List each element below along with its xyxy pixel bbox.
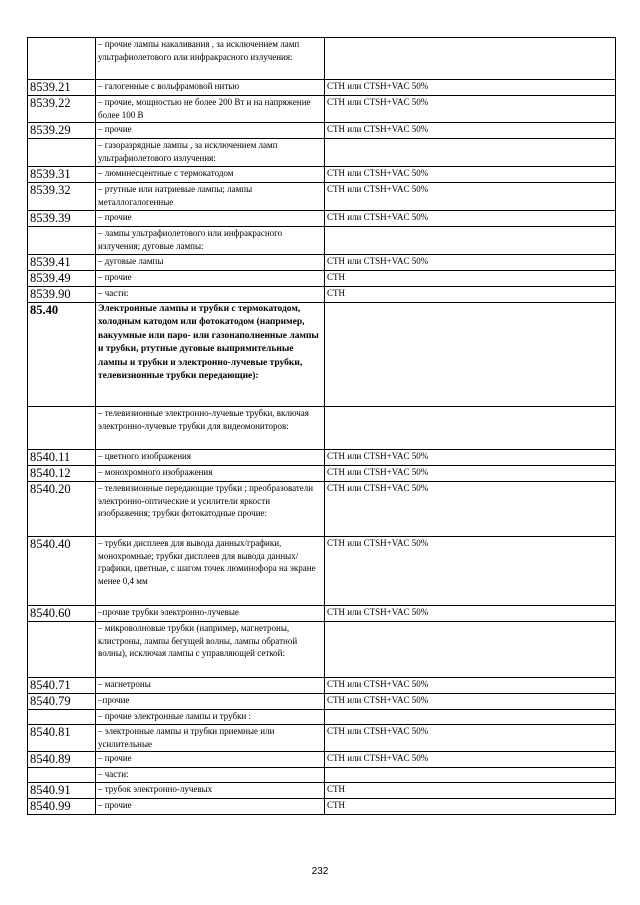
- table-row-subheading: [28, 407, 616, 450]
- hs-code-cell: 8540.71: [28, 678, 96, 694]
- hs-code-cell: 8540.11: [28, 450, 96, 466]
- hs-code-cell: 8539.90: [28, 287, 96, 303]
- table-row-8540-91: [28, 783, 616, 799]
- origin-rule-cell: СТН или CTSH+VAC 50%: [325, 725, 616, 752]
- origin-rule-cell: [325, 622, 616, 678]
- table-row-8539-39: [28, 211, 616, 227]
- description-cell: – галогенные с вольфрамовой нитью: [96, 80, 325, 96]
- origin-rule-cell: СТН или CTSH+VAC 50%: [325, 694, 616, 710]
- hs-code-cell: 8540.81: [28, 725, 96, 752]
- description-cell: – трубки дисплеев для вывода данных/графики, монохромные; трубки дисплеев для вывода данных/ графики, цветные, с шагом точек люминофора на экране менее 0,4 мм: [96, 537, 325, 606]
- hs-code-cell: 8540.12: [28, 466, 96, 482]
- description-cell: – газоразрядные лампы , за исключением ламп ультрафиолетового излучения:: [96, 139, 325, 167]
- table-row-8539-32: [28, 183, 616, 211]
- table-row-8540-99: [28, 799, 616, 815]
- hs-code-cell: 8540.60: [28, 606, 96, 622]
- origin-rule-cell: [325, 303, 616, 407]
- hs-code-cell: [28, 139, 96, 167]
- origin-rule-cell: [325, 768, 616, 783]
- hs-code-cell: 8539.31: [28, 167, 96, 183]
- description-cell: – прочие: [96, 211, 325, 227]
- description-cell: – ртутные или натриевые лампы; лампы металлогалогенные: [96, 183, 325, 211]
- origin-rule-cell: СТН или CTSH+VAC 50%: [325, 678, 616, 694]
- origin-rule-cell: СТН или CTSH+VAC 50%: [325, 123, 616, 139]
- description-cell: – лампы ультрафиолетового или инфракрасного излучения; дуговые лампы:: [96, 227, 325, 255]
- origin-rule-cell: СТН или CTSH+VAC 50%: [325, 537, 616, 606]
- origin-rule-cell: СТН или CTSH+VAC 50%: [325, 211, 616, 227]
- hs-code-cell: 8540.99: [28, 799, 96, 815]
- hs-code-cell: 8539.21: [28, 80, 96, 96]
- table-row-8539-41: [28, 255, 616, 271]
- origin-rule-cell: СТН: [325, 799, 616, 815]
- origin-rule-cell: СТН или CTSH+VAC 50%: [325, 482, 616, 537]
- description-cell: –прочие: [96, 694, 325, 710]
- hs-code-cell: [28, 407, 96, 450]
- origin-rule-cell: СТН или CTSH+VAC 50%: [325, 167, 616, 183]
- description-cell: Электронные лампы и трубки с термокатодом, холодным катодом или фотокатодом (например, вакуумные или паро- или газонаполненные лампы и трубки, ртутные дуговые выпрямительные лампы и трубки и электронно-лучевые трубки, телевизионные трубки передающие):: [96, 303, 325, 407]
- origin-rule-cell: [325, 38, 616, 80]
- origin-rule-cell: [325, 139, 616, 167]
- description-cell: – магнетроны: [96, 678, 325, 694]
- description-cell: – прочие, мощностью не более 200 Вт и на напряжение более 100 В: [96, 96, 325, 123]
- table-row-8540-71: [28, 678, 616, 694]
- table-row-8540-12: [28, 466, 616, 482]
- origin-rule-cell: [325, 710, 616, 725]
- table-row-8540-89: [28, 752, 616, 768]
- tariff-table-body: [28, 38, 616, 815]
- hs-code-cell: 8540.40: [28, 537, 96, 606]
- hs-code-cell: 8539.22: [28, 96, 96, 123]
- table-row-8540-81: [28, 725, 616, 752]
- description-cell: – цветного изображения: [96, 450, 325, 466]
- description-cell: – прочие: [96, 799, 325, 815]
- hs-code-cell: 8540.91: [28, 783, 96, 799]
- description-cell: – люминесцентные с термокатодом: [96, 167, 325, 183]
- hs-code-cell: [28, 622, 96, 678]
- origin-rule-cell: СТН или CTSH+VAC 50%: [325, 80, 616, 96]
- description-cell: –прочие трубки электронно-лучевые: [96, 606, 325, 622]
- hs-code-cell: [28, 710, 96, 725]
- description-cell: – части:: [96, 287, 325, 303]
- table-row-subheading: [28, 710, 616, 725]
- table-row-subheading: [28, 139, 616, 167]
- description-cell: – дуговые лампы: [96, 255, 325, 271]
- origin-rule-cell: СТН или CTSH+VAC 50%: [325, 752, 616, 768]
- hs-code-cell: 8539.29: [28, 123, 96, 139]
- hs-code-cell: 8539.32: [28, 183, 96, 211]
- table-row-8540-11: [28, 450, 616, 466]
- origin-rule-cell: СТН или CTSH+VAC 50%: [325, 450, 616, 466]
- description-cell: – прочие: [96, 123, 325, 139]
- description-cell: – прочие лампы накаливания , за исключением ламп ультрафиолетового или инфракрасного излучения:: [96, 38, 325, 80]
- hs-code-cell: [28, 227, 96, 255]
- table-row-subheading: [28, 622, 616, 678]
- table-row-subheading: [28, 768, 616, 783]
- origin-rule-cell: [325, 407, 616, 450]
- table-row-8540-40: [28, 537, 616, 606]
- origin-rule-cell: СТН или CTSH+VAC 50%: [325, 255, 616, 271]
- origin-rule-cell: СТН или CTSH+VAC 50%: [325, 96, 616, 123]
- table-row-8539-22: [28, 96, 616, 123]
- table-row-8540-60: [28, 606, 616, 622]
- table-row-8540-20: [28, 482, 616, 537]
- origin-rule-cell: СТН: [325, 287, 616, 303]
- table-row-8539-29: [28, 123, 616, 139]
- origin-rule-cell: СТН или CTSH+VAC 50%: [325, 183, 616, 211]
- hs-code-cell: 8539.41: [28, 255, 96, 271]
- table-row-8539-21: [28, 80, 616, 96]
- table-row-85-40: [28, 303, 616, 407]
- description-cell: – трубок электронно-лучевых: [96, 783, 325, 799]
- description-cell: – прочие: [96, 752, 325, 768]
- table-row-8540-79: [28, 694, 616, 710]
- hs-code-cell: 85.40: [28, 303, 96, 407]
- hs-code-cell: 8539.49: [28, 271, 96, 287]
- description-cell: – телевизионные передающие трубки ; преобразователи электронно-оптические и усилители яркости изображения; трубки фотокатодные прочие:: [96, 482, 325, 537]
- origin-rule-cell: СТН: [325, 271, 616, 287]
- origin-rule-cell: СТН или CTSH+VAC 50%: [325, 606, 616, 622]
- description-cell: – телевизионные электронно-лучевые трубки, включая электронно-лучевые трубки для видеомониторов:: [96, 407, 325, 450]
- table-row-8539-31: [28, 167, 616, 183]
- origin-rule-cell: СТН: [325, 783, 616, 799]
- tariff-table: [27, 37, 616, 815]
- hs-code-cell: [28, 38, 96, 80]
- description-cell: – электронные лампы и трубки приемные или усилительные: [96, 725, 325, 752]
- page-number: 232: [311, 866, 329, 877]
- hs-code-cell: 8540.20: [28, 482, 96, 537]
- description-cell: – прочие: [96, 271, 325, 287]
- table-row-8539-90: [28, 287, 616, 303]
- hs-code-cell: [28, 768, 96, 783]
- origin-rule-cell: СТН или CTSH+VAC 50%: [325, 466, 616, 482]
- hs-code-cell: 8540.79: [28, 694, 96, 710]
- table-row-subheading: [28, 227, 616, 255]
- description-cell: – части:: [96, 768, 325, 783]
- table-row-8539-49: [28, 271, 616, 287]
- origin-rule-cell: [325, 227, 616, 255]
- table-row-subheading: [28, 38, 616, 80]
- description-cell: – монохромного изображения: [96, 466, 325, 482]
- hs-code-cell: 8539.39: [28, 211, 96, 227]
- description-cell: – микроволновые трубки (например, магнетроны, клистроны, лампы бегущей волны, лампы обратной волны), исключая лампы с управляющей сеткой:: [96, 622, 325, 678]
- hs-code-cell: 8540.89: [28, 752, 96, 768]
- description-cell: – прочие электронные лампы и трубки :: [96, 710, 325, 725]
